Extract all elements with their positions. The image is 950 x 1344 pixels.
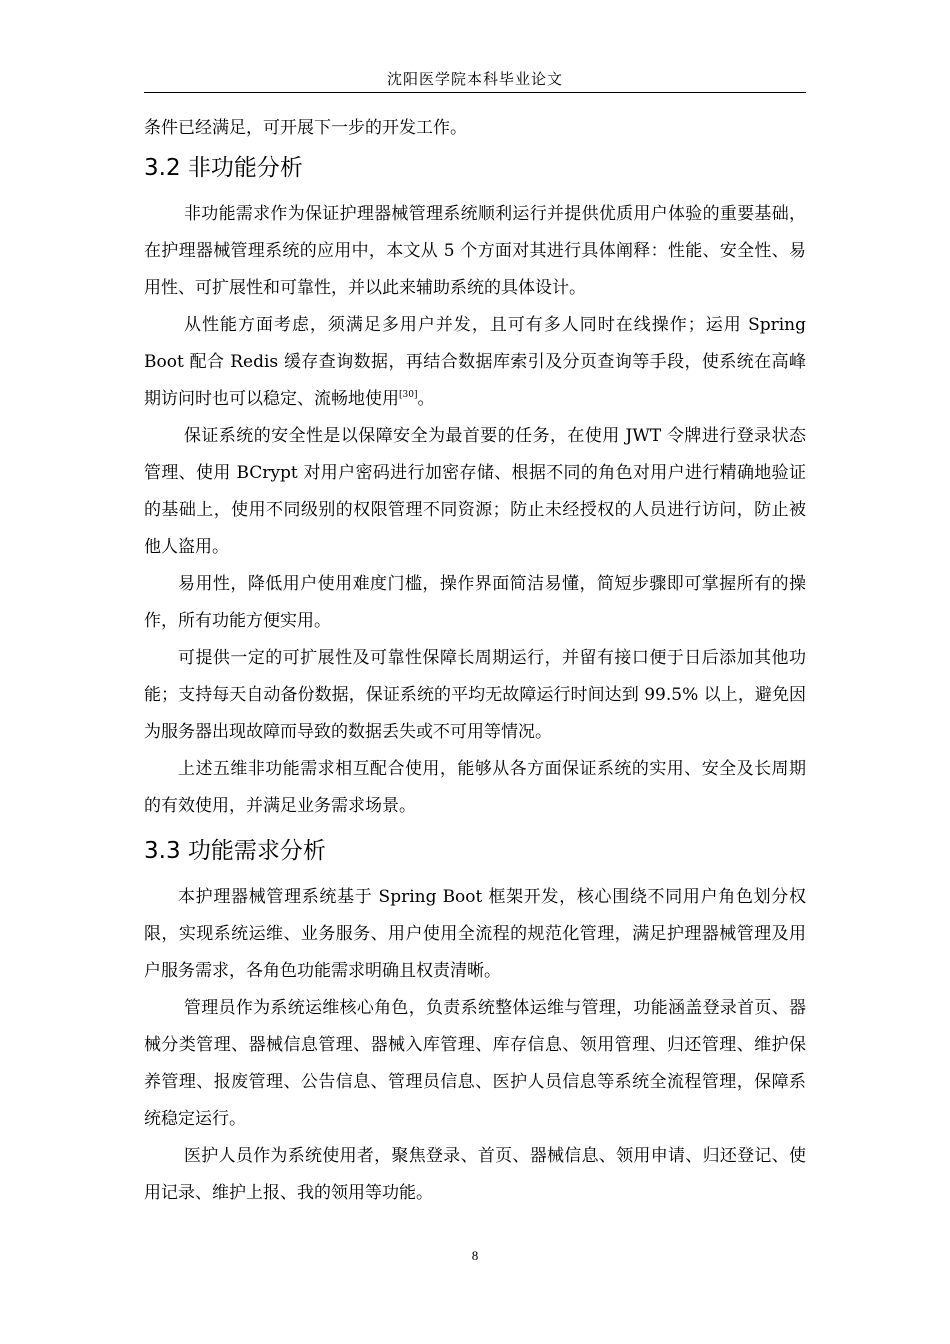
paragraph-staff-role: 医护人员作为系统使用者，聚焦登录、首页、器械信息、领用申请、归还登记、使用记录、维护上报、我的领用等功能。	[144, 1146, 806, 1203]
paragraph-performance	[144, 307, 806, 418]
paragraph-admin-role: 管理员作为系统运维核心角色，负责系统整体运维与管理，功能涵盖登录首页、器械分类管理、器械信息管理、器械入库管理、库存信息、领用管理、归还管理、维护保养管理、报废管理、公告信息、管理员信息、医护人员信息等系统全流程管理，保障系统稳定运行。	[144, 998, 806, 1129]
performance-end: 。	[417, 389, 435, 409]
paragraph-nonfunctional-intro: 非功能需求作为保证护理器械管理系统顺利运行并提供优质用户体验的重要基础，在护理器械管理系统的应用中，本文从 5 个方面对其进行具体阐释：性能、安全性、易用性、可扩展性和可靠性，并以此来辅助系统的具体设计。	[144, 204, 806, 298]
citation-ref: [30]	[399, 390, 418, 400]
running-header	[144, 66, 806, 93]
performance-text: 从性能方面考虑，须满足多用户并发，且可有多人同时在线操作；运用 Spring Boot 配合 Redis 缓存查询数据，再结合数据库索引及分页查询等手段，使系统在高峰期访问时也可以稳定、流畅地使用	[144, 315, 806, 409]
paragraph-security: 保证系统的安全性是以保障安全为最首要的任务，在使用 JWT 令牌进行登录状态管理、使用 BCrypt 对用户密码进行加密存储、根据不同的角色对用户进行精确地验证的基础上，使用不同级别的权限管理不同资源；防止未经授权的人员进行访问，防止被他人盗用。	[144, 426, 806, 557]
paragraph-reliability: 可提供一定的可扩展性及可靠性保障长周期运行，并留有接口便于日后添加其他功能；支持每天自动备份数据，保证系统的平均无故障运行时间达到 99.5% 以上，避免因为服务器出现故障而导致的数据丢失或不可用等情况。	[144, 648, 806, 742]
page-body	[144, 110, 806, 1212]
paragraph-usability: 易用性，降低用户使用难度门槛，操作界面简洁易懂，简短步骤即可掌握所有的操作，所有功能方便实用。	[144, 574, 806, 631]
header-title: 沈阳医学院本科毕业论文	[386, 70, 563, 88]
continuation-paragraph: 条件已经满足，可开展下一步的开发工作。	[144, 118, 467, 138]
page-number: 8	[471, 1248, 479, 1263]
section-heading-3-3: 3.3 功能需求分析	[144, 838, 326, 864]
section-heading-3-2: 3.2 非功能分析	[144, 155, 303, 181]
paragraph-functional-intro: 本护理器械管理系统基于 Spring Boot 框架开发，核心围绕不同用户角色划分权限，实现系统运维、业务服务、用户使用全流程的规范化管理，满足护理器械管理及用户服务需求，各角色功能需求明确且权责清晰。	[144, 887, 806, 981]
paragraph-summary: 上述五维非功能需求相互配合使用，能够从各方面保证系统的实用、安全及长周期的有效使用，并满足业务需求场景。	[144, 759, 806, 816]
